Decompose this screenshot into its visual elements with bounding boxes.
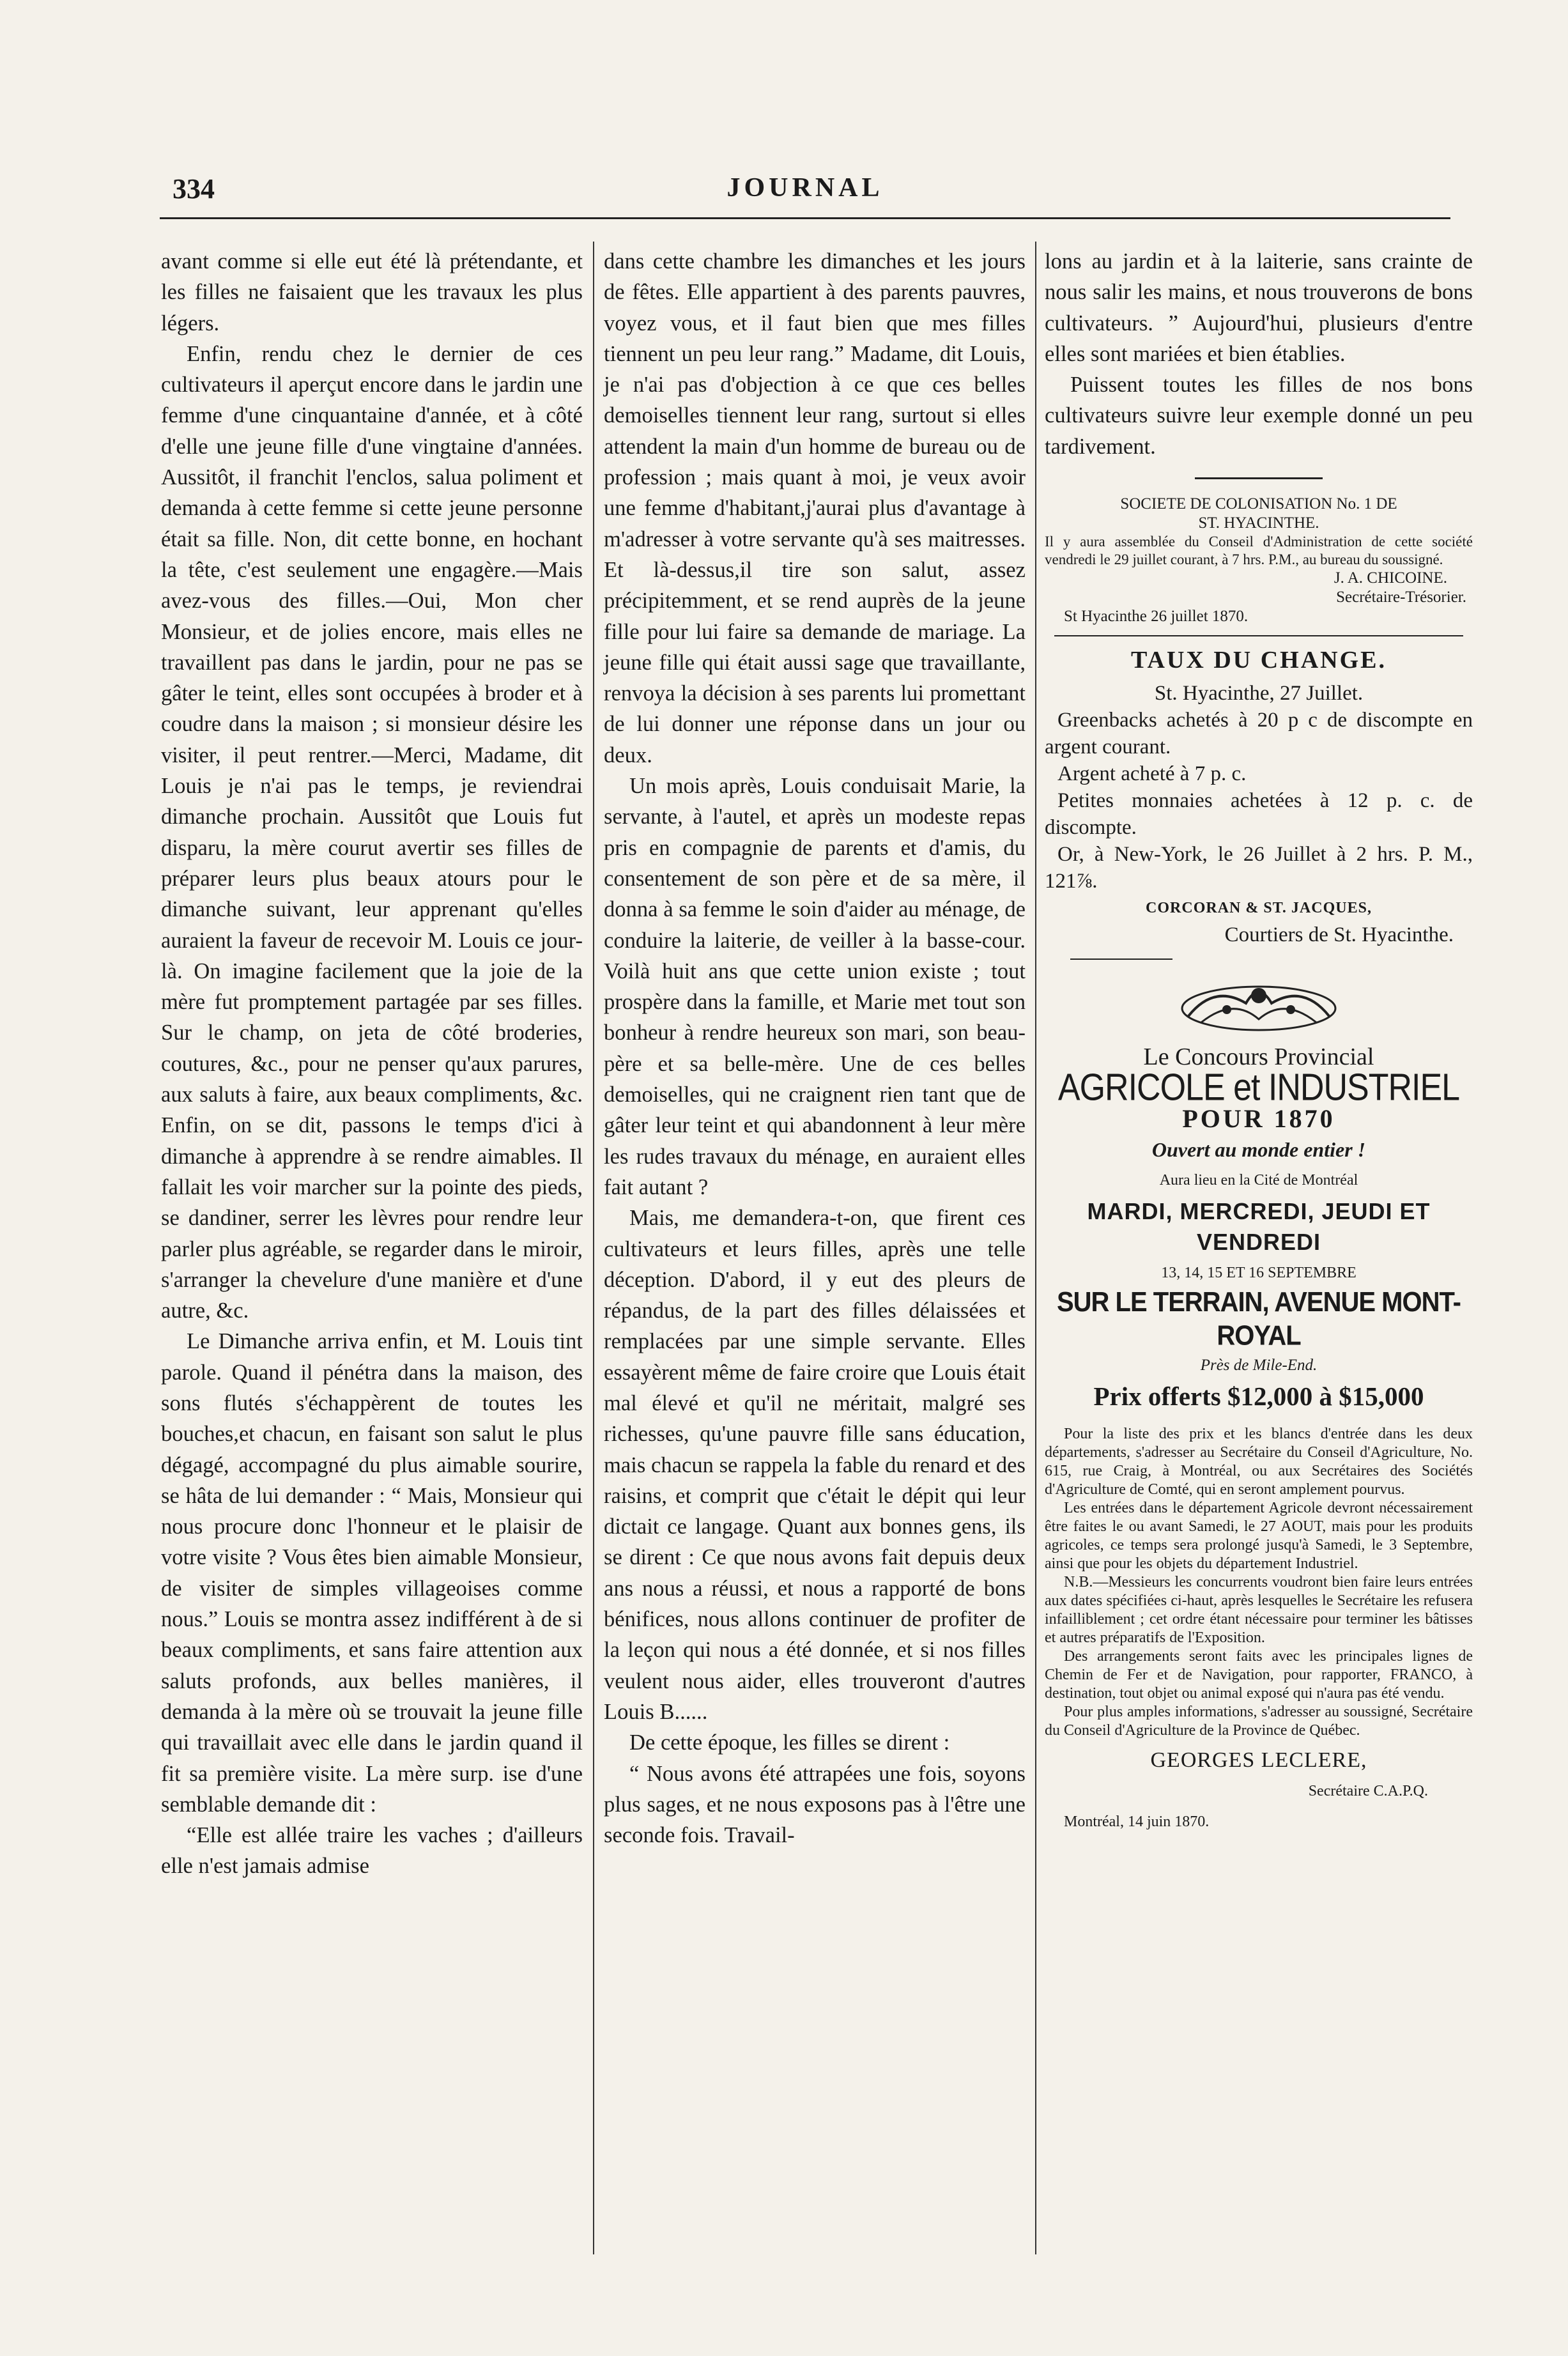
notice-title: SOCIETE DE COLONISATION No. 1 DE [1120,495,1397,513]
ad-details [1045,1425,1473,1740]
section-divider [1054,635,1463,636]
page-header [160,173,1450,219]
paragraph: Des arrangements seront faits avec les principales lignes de Chemin de Fer et de Navigation, pour rapporter, FRANCO, à destination, tout objet ou animal exposé qui n'aura pas été vendu. [1045,1647,1473,1702]
exchange-title: TAUX DU CHANGE. [1130,647,1387,674]
article-column-1 [161,246,583,1882]
paragraph: Un mois après, Louis conduisait Marie, la servante, à l'autel, et après un modeste repas pris en compagnie de parents et d'amis, du consentement de son père et de sa mère, il donna à sa femme le soin d'aider au ménage, de conduire la laiterie, de veiller à la basse-cour. Voilà huit ans que cette union existe ; tout prospère dans la famille, et Marie met tout son bonheur à rendre heureux son mari, son beau-père et sa belle-mère. Une de ces belles demoiselles, qui ne craignent rien tant que de gâter leur teint et qui abandonnent à leur mère les rudes travaux du ménage, en auraient elles fait autant ? [604,774,1026,1199]
ad-line: POUR 1870 [1182,1104,1335,1133]
ad-line: 13, 14, 15 ET 16 SEPTEMBRE [1161,1265,1357,1282]
ad-line: Le Concours Provincial [1143,1043,1374,1071]
journal-title: JOURNAL [726,173,884,203]
ad-headline: AGRICOLE et INDUSTRIEL [1057,1066,1460,1109]
paragraph: dans cette chambre les dimanches et les jours de fêtes. Elle appartient à des parents pauvres, voyez vous, et il faut bien que mes filles tiennent un peu leur rang.” Madame, dit Louis, je n'ai pas d'objection à ce que ces belles demoiselles tiennent leur rang, surtout si elles attendent la main d'un homme de bureau ou de profession ; mais quant à moi, je veux avoir une femme d'habitant,j'aurai plus d'avantage à m'adresser à votre servante qu'à ses maitresses. Et là-dessus,il tire son salut, assez précipitemment, et se rend auprès de la jeune fille pour lui faire sa demande de mariage. La jeune fille qui était aussi sage que travaillante, renvoya la décision à ses parents lui promettant de lui donner une réponse dans un jour ou deux. [604,249,1026,767]
paragraph: Enfin, rendu chez le dernier de ces cultivateurs il aperçut encore dans le jardin une femme d'une cinquantaine d'année, et à côté d'elle une jeune fille d'une vingtaine d'années. Aussitôt, il franchit l'enclos, salua poliment et demanda à cette femme si cette jeune personne était sa fille. Non, dit cette bonne, en hochant la tête, c'est seulement une engagère.—Mais avez-vous des filles.—Oui, Mon cher Monsieur, et de jolies encore, mais elles ne travaillent pas dans le jardin, pour ne pas se gâter le teint, elles sont occupées à broder et à coudre dans la maison ; si monsieur désire les visiter, il peut rentrer.—Merci, Madame, dit Louis je n'ai pas le temps, je reviendrai dimanche prochain. Aussitôt que Louis fut disparu, la mère courut avertir ses filles de préparer leurs plus beaux atours pour le dimanche suivant, leur apprenant qu'elles auraient la faveur de recevoir M. Louis ce jour-là. On imagine facilement que la joie de la mère fut promptement partagée par ses filles. Sur le champ, on jeta de côté broderies, coutures, &c., pour ne penser qu'aux parures, aux saluts à faire, aux beaux compliments, &c. Enfin, on se dit, passons le temps d'ici à dimanche à apprendre à se rendre aimables. Il fallait les voir marcher sur la pointe des pieds, se dandiner, serrer les lèvres pour rendre leur parler plus agréable, se regarder dans le miroir, s'arranger la chevelure d'une manière et d'une autre, &c. [161,341,583,1323]
paragraph: Les entrées dans le département Agricole devront nécessairement être faites le ou avant Samedi, le 27 AOUT, mais pour les produits agricoles, ce temps sera prolongé jusqu'à Samedi, le 3 Septembre, ainsi que pour les objets du département Industriel. [1045,1499,1473,1572]
column-divider [593,242,594,2254]
broker-title: Courtiers de St. Hyacinthe. [1224,923,1454,947]
exchange-line: Or, à New-York, le 26 Juillet à 2 hrs. P. M., 121⅞. [1045,843,1473,893]
paragraph: N.B.—Messieurs les concurrents voudront bien faire leurs entrées aux dates spécifiées ci-haut, après lesquelles le Secrétaire les refusera infailliblement ; cet ordre étant nécessaire pour terminer les bâtisses et autres préparatifs de l'Exposition. [1045,1573,1473,1646]
paragraph: lons au jardin et à la laiterie, sans crainte de nous salir les mains, et nous trouverons de bons cultivateurs. ” Aujourd'hui, plusieurs d'entre elles sont mariées et bien établies. [1045,249,1473,366]
ad-signer: GEORGES LECLERE, [1150,1748,1367,1772]
exchange-line: Greenbacks achetés à 20 p c de discompte en argent courant. [1045,709,1473,759]
exchange-date: St. Hyacinthe, 27 Juillet. [1154,682,1364,705]
article-column-2 [604,246,1026,1851]
paragraph: De cette époque, les filles se dirent : [629,1730,950,1755]
ornament-icon [1176,978,1342,1035]
notice-body: Il y aura assemblée du Conseil d'Administration de cette société vendredi le 29 juillet courant, à 7 hrs. P.M., au bureau du soussigné. [1045,534,1473,568]
exchange-rates [1045,647,1473,948]
ad-line: Aura lieu en la Cité de Montréal [1159,1172,1358,1189]
paragraph: “Elle est allée traire les vaches ; d'ailleurs elle n'est jamais admise [161,1823,583,1879]
colonisation-notice [1045,495,1473,626]
paragraph: Pour la liste des prix et les blancs d'entrée dans les deux départements, s'adresser au Secrétaire du Conseil d'Agriculture, No. 615, rue Craig, à Montréal, ou aux Secrétaires des Sociétés d'Agriculture de Comté, qui en seront amplement pourvus. [1045,1425,1473,1498]
paragraph: “ Nous avons été attrapées une fois, soyons plus sages, et ne nous exposons pas à l'être une seconde fois. Travail- [604,1761,1026,1848]
notice-signer: J. A. CHICOINE. [1334,569,1447,587]
column-divider [1035,242,1036,2254]
broker-name: CORCORAN & ST. JACQUES, [1146,900,1372,917]
paragraph: avant comme si elle eut été là prétendante, et les filles ne faisaient que les travaux les plus légers. [161,249,583,335]
exhibition-advertisement [1045,1042,1473,1412]
paragraph: Pour plus amples informations, s'adresser au soussigné, Secrétaire du Conseil d'Agriculture de la Province de Québec. [1045,1703,1473,1739]
paragraph: Le Dimanche arriva enfin, et M. Louis tint parole. Quand il pénétra dans la maison, des sons flutés s'échappèrent de toutes les bouches,et chacun, en faisant son salut le plus dégagé, accompagné du plus aimable sourire, se hâta de lui demander : “ Mais, Monsieur qui nous procure donc l'honneur et le plaisir de votre visite ? Vous êtes bien aimable Monsieur, de visiter de simples villageoises comme nous.” Louis se montra assez indifférent à de si beaux compliments, et sans faire attention aux saluts profonds, aux belles manières, il demanda à la mère où se trouvait la jeune fille qui travaillait avec elle dans le jardin quand il fit sa première visite. La mère surp. ise d'une semblable demande dit : [161,1329,583,1817]
ad-line: SUR LE TERRAIN, AVENUE MONT-ROYAL [1056,1286,1461,1352]
ad-line: Ouvert au monde entier ! [1151,1137,1366,1161]
ad-prize: Prix offerts $12,000 à $15,000 [1093,1382,1424,1412]
notice-place: St Hyacinthe 26 juillet 1870. [1064,608,1249,626]
paragraph: Mais, me demandera-t-on, que firent ces cultivateurs et leurs filles, après une telle déception. D'abord, il y eut des pleurs de répandus, de la part des filles délaissées et remplacées par une simple servante. Elles essayèrent même de faire croire que Louis était mal élevé et qu'il ne méritait, malgré ses richesses, qu'une pauvre fille sans éducation, mais chacun se rappela la fable du renard et des raisins, et comprit que c'était le dépit qui leur dictait ce langage. Quant aux bonnes gens, ils se dirent : Ce que nous avons fait depuis deux ans nous a réussi, et nous a rapporté de bons bénifices, nous allons continuer de profiter de la leçon qui nous a été donnée, et si nos filles veulent nous aider, elles trouveront d'autres Louis B...... [604,1206,1026,1724]
exchange-line: Petites monnaies achetées à 12 p. c. de discompte. [1045,789,1473,840]
article-column-3 [1045,246,1473,1838]
ad-line: MARDI, MERCREDI, JEUDI ET VENDREDI [1087,1197,1431,1255]
page-number: 334 [173,173,215,204]
notice-title: ST. HYACINTHE. [1198,514,1319,532]
notice-role: Secrétaire-Trésorier. [1336,589,1466,606]
section-divider [1070,959,1172,960]
ad-role: Secrétaire C.A.P.Q. [1308,1782,1428,1799]
section-divider [1195,477,1323,479]
ad-date: Montréal, 14 juin 1870. [1064,1813,1210,1831]
exchange-line: Argent acheté à 7 p. c. [1057,762,1247,786]
paragraph: Puissent toutes les filles de nos bons cultivateurs suivre leur exemple donné un peu tardivement. [1045,373,1473,459]
ad-line: Près de Mile-End. [1200,1357,1318,1374]
